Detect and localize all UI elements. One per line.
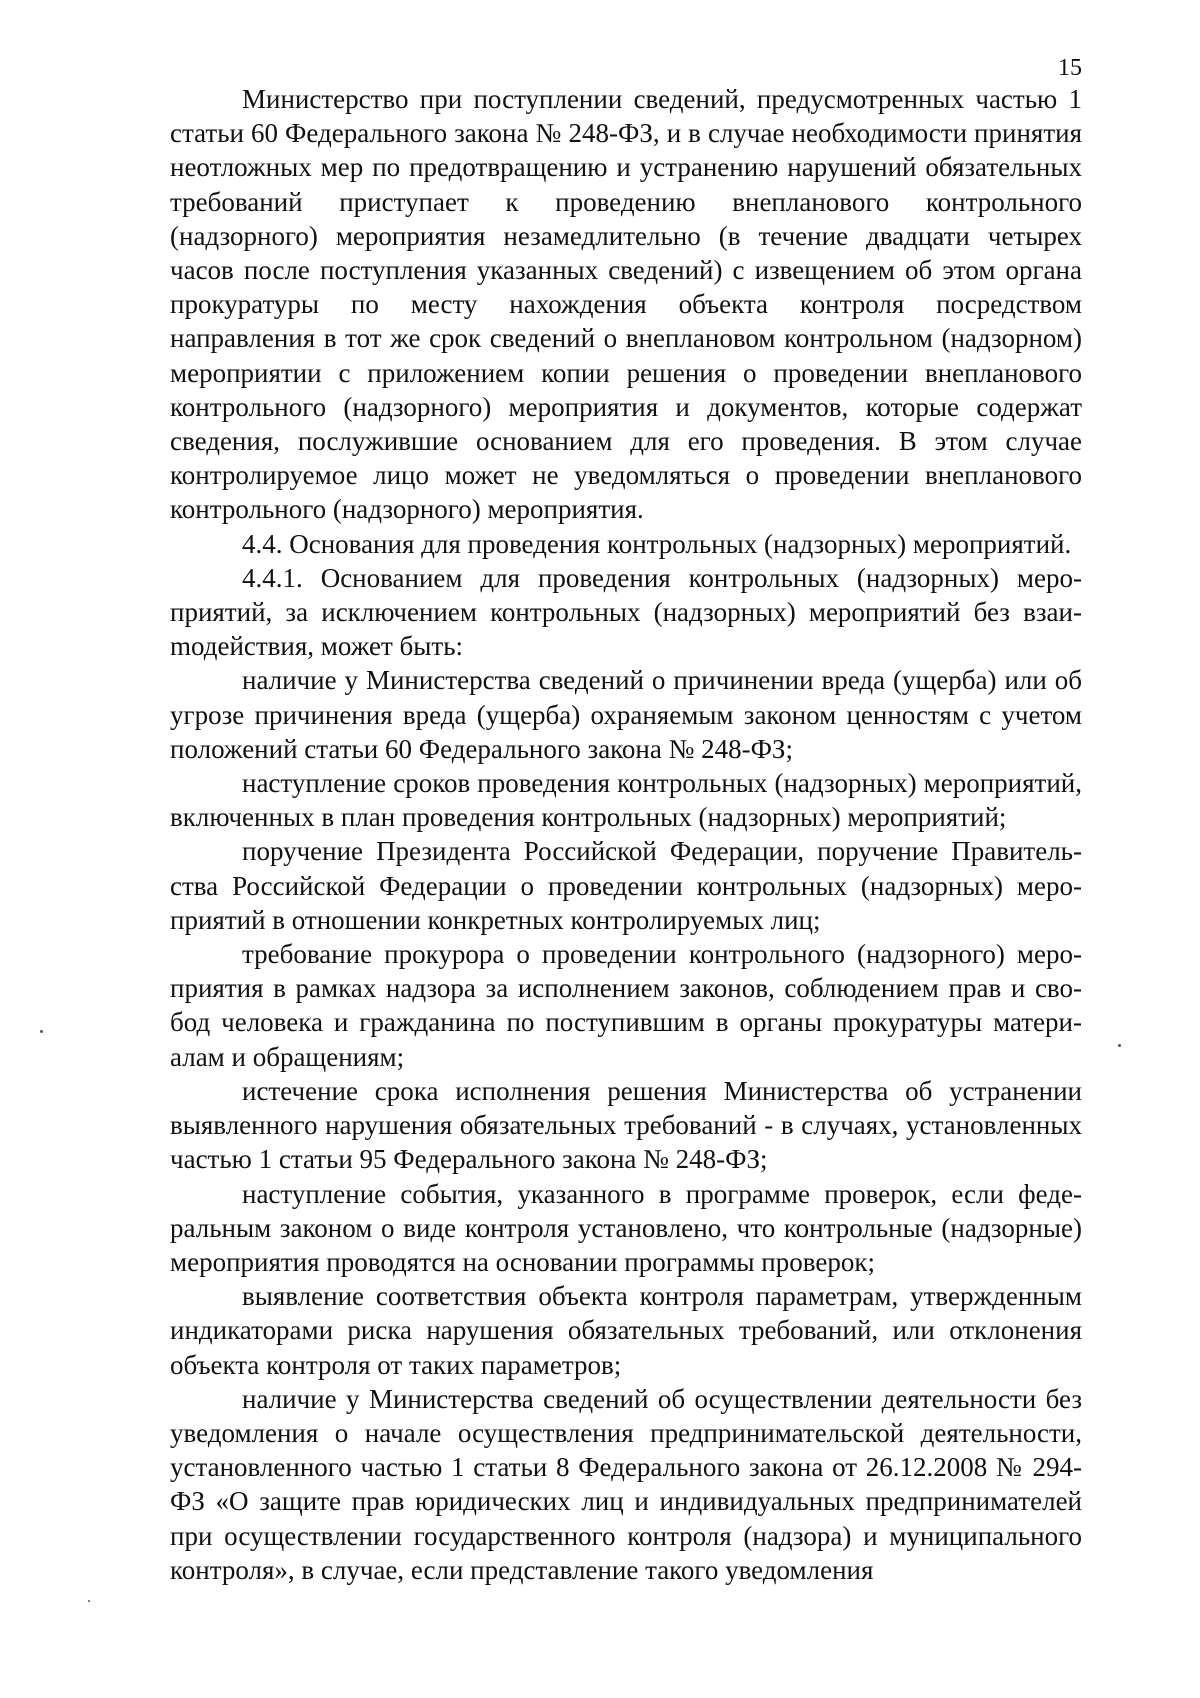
list-item: наличие у Министерства сведений о причинении вреда (ущерба) или об угрозе причинения вреда (ущерба) охраняемым законом ценностям с учетом положений статьи 60 Федерального закона № 248-ФЗ; xyxy=(170,665,1082,764)
list-item: выявление соответствия объекта контроля параметрам, утвержденным индикаторами риска нарушения обязательных требований, или отклонения объекта контроля от таких параметров; xyxy=(170,1281,1082,1380)
list-item: наступление сроков проведения контрольных (надзорных) мероприятий, включенных в план проведения контрольных (надзорных) мероприятий; xyxy=(170,768,1082,833)
scan-speck xyxy=(88,1600,90,1602)
scan-speck xyxy=(1118,1044,1121,1047)
list-item: истечение срока исполнения решения Министерства об устранении выявленного нарушения обязательных требований - в случаях, установленных частью 1 статьи 95 Федерального закона № 248-ФЗ; xyxy=(170,1075,1082,1175)
page-number: 15 xyxy=(1058,55,1082,81)
section-heading-4-4: 4.4. Основания для проведения контрольных (надзорных) мероприятий. xyxy=(242,528,1072,559)
paragraph-4-4-1: 4.4.1. Основанием для проведения контрольных (надзорных) мероприятий, за исключением контрольных (надзорных) мероприятий без взаиmодействия, может быть: xyxy=(170,562,1082,662)
scan-speck xyxy=(40,1030,43,1033)
list-item: поручение Президента Российской Федерации, поручение Правительства Российской Федерации о проведении контрольных (надзорных) мероприятий в отношении конкретных контролируемых лиц; xyxy=(170,836,1082,935)
list-item: наличие у Министерства сведений об осуществлении деятельности без уведомления о начале осуществления предпринимательской деятельности, установленного частью 1 статьи 8 Федерального закона от 26.12.2008 № 294-ФЗ «О защите прав юридических лиц и индивидуальных предпринимателей при осуществлении государственного контроля (надзора) и муниципального контроля», в случае, если представление такого уведомления xyxy=(170,1383,1082,1585)
list-item: наступление события, указанного в программе проверок, если федеральным законом о виде контроля установлено, что контрольные (надзорные) мероприятия проводятся на основании программы проверок; xyxy=(170,1178,1082,1277)
document-body xyxy=(170,82,1082,1587)
list-item: требование прокурора о проведении контрольного (надзорного) мероприятия в рамках надзора за исполнением законов, соблюдением прав и свобод человека и гражданина по поступившим в органы прокуратуры материалам и обращениям; xyxy=(170,939,1082,1072)
paragraph-ministry-unscheduled-control: Министерство при поступлении сведений, предусмотренных частью 1 статьи 60 Федерального закона № 248-ФЗ, и в случае необходимости принятия неотложных мер по предотвращению и устранению нарушений обязательных требований приступает к проведению внепланового контрольного (надзорного) мероприятия незамедлительно (в течение двадцати четырех часов после поступления указанных сведений) с извещением об этом органа прокуратуры по месту нахождения объекта контроля посредством направления в тот же срок сведений о внеплановом контрольном (надзорном) мероприятии с приложением копии решения о проведении внепланового контрольного (надзорного) мероприятия и документов, которые содержат сведения, послужившие основанием для его проведения. В этом случае контролируемое лицо может не уведомляться о проведении внепланового контрольного (надзорного) мероприятия. xyxy=(170,84,1082,525)
